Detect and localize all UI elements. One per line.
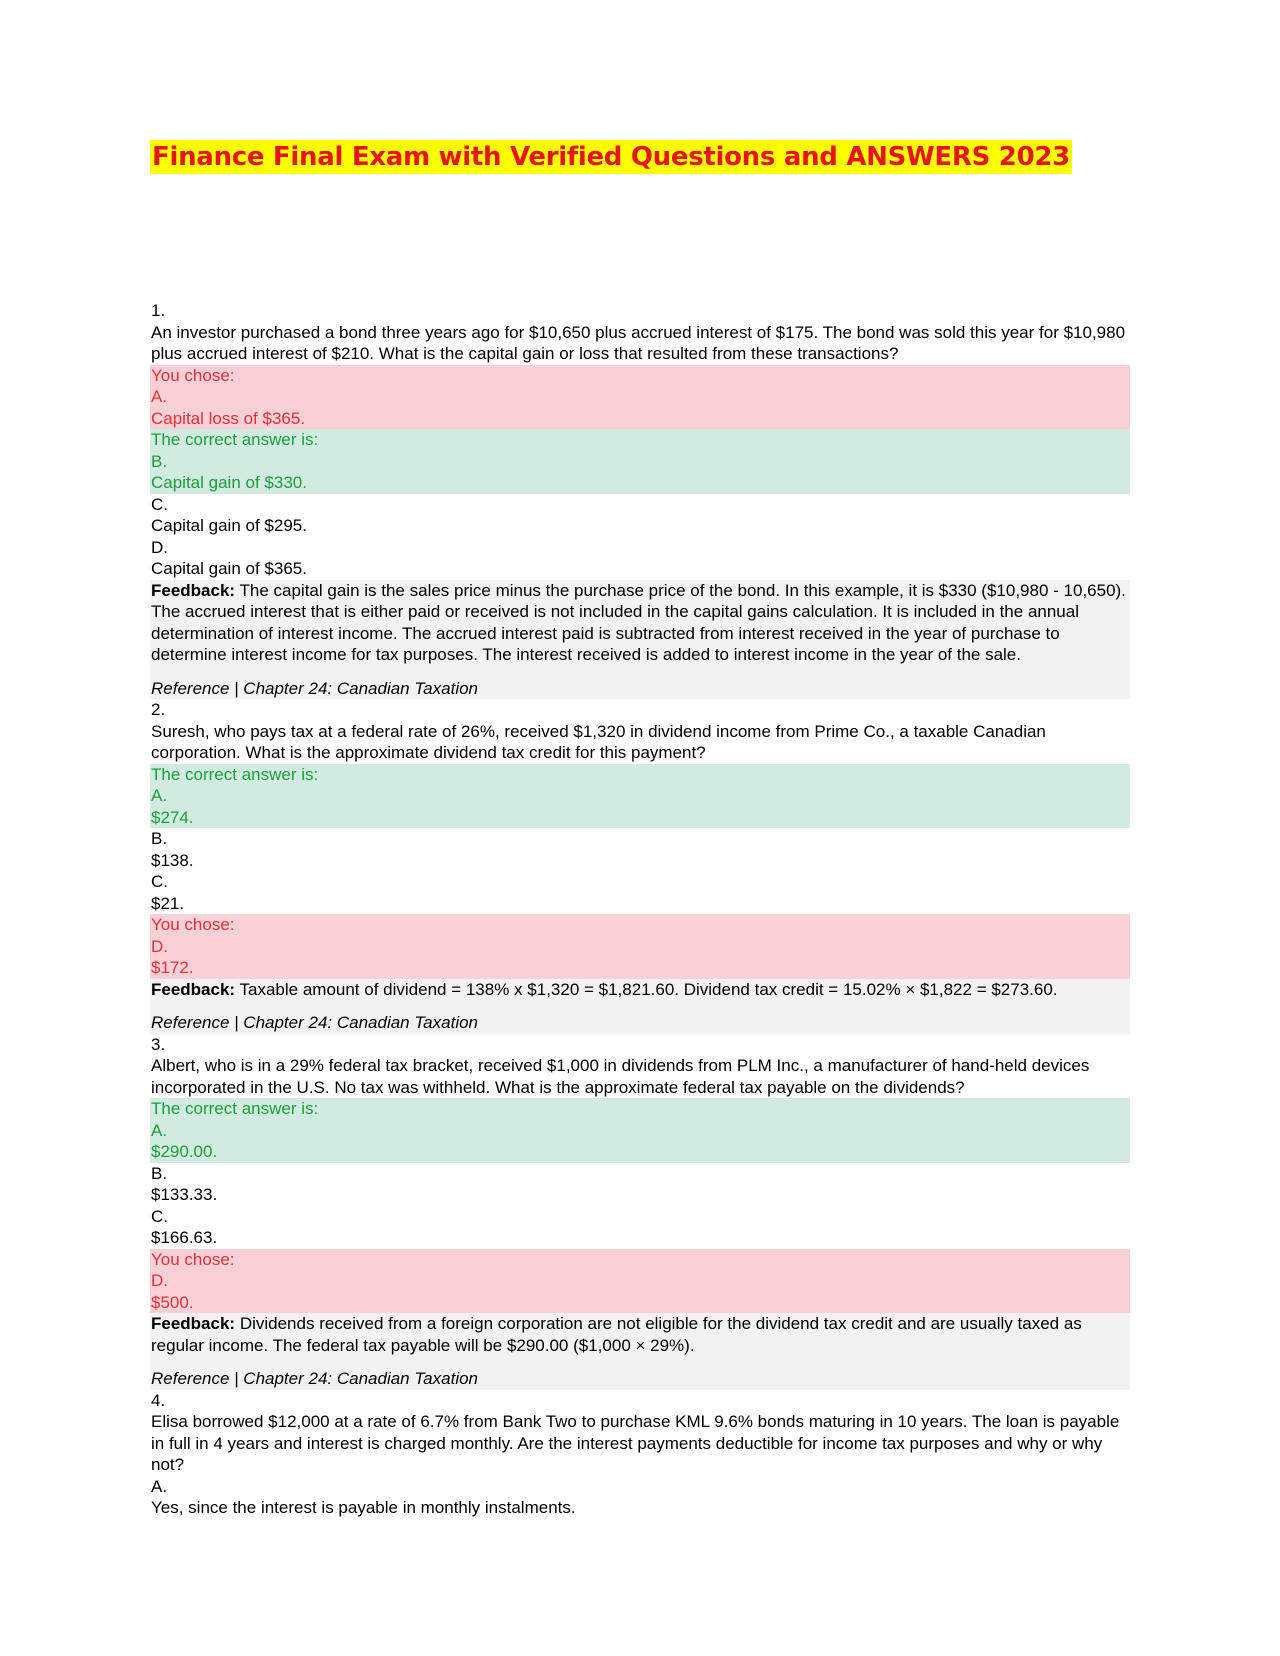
feedback-label: Feedback: [151, 580, 236, 600]
option-text: Capital gain of $295. [151, 516, 307, 535]
option-letter: D. [151, 537, 168, 557]
option-letter: C. [151, 872, 168, 891]
question-number: 2. [151, 700, 166, 719]
option-text: Capital loss of $365. [151, 408, 306, 428]
answer-status-label: You chose: [151, 1249, 235, 1269]
answer-status-label: You chose: [151, 915, 235, 934]
answer-option [150, 1163, 1130, 1206]
option-letter: A. [151, 786, 168, 805]
questions-list [150, 300, 1130, 1519]
chosen-answer-option [150, 365, 1130, 430]
reference-line: Reference | Chapter 24: Canadian Taxation [151, 678, 479, 698]
reference-line: Reference | Chapter 24: Canadian Taxation [151, 1369, 479, 1388]
option-text: $21. [151, 893, 185, 913]
option-letter: C. [151, 494, 168, 514]
feedback-body: The capital gain is the sales price minus the purchase price of the bond. In this example, it is $330 ($10,980 - 10,650). The accrued interest that is either paid or received is not included in the capital gains calculation. It is included in the annual determination of interest income. The accrued interest paid is subtracted from interest received in the year of purchase to determine interest income for tax purposes. The interest received is added to interest income in the year of the sale. [151, 580, 1126, 664]
option-letter: B. [151, 829, 168, 848]
option-letter: A. [151, 387, 168, 406]
feedback-text [150, 580, 1130, 678]
question-item [150, 699, 1130, 1034]
correct-answer-option [150, 429, 1130, 494]
answer-option [150, 871, 1130, 914]
answer-status-label: The correct answer is: [151, 1099, 319, 1118]
feedback-text [150, 979, 1130, 1013]
option-letter: A. [151, 1476, 168, 1496]
option-text: $172. [151, 958, 194, 977]
option-letter: C. [151, 1206, 168, 1226]
option-text: Capital gain of $365. [151, 559, 307, 578]
feedback-label: Feedback: [151, 1314, 236, 1333]
question-text: An investor purchased a bond three years ago for $10,650 plus accrued interest of $175. The bond was sold this year for $10,980 plus accrued interest of $210. What is the capital gain or loss that resulted from these transactions? [151, 322, 1126, 363]
question-number: 3. [151, 1034, 166, 1054]
chosen-answer-option [150, 1249, 1130, 1314]
answer-status-label: You chose: [151, 365, 235, 385]
question-item [150, 300, 1130, 699]
answer-option [150, 537, 1130, 580]
question-item [150, 1390, 1130, 1519]
option-text: $500. [151, 1292, 194, 1312]
option-text: Capital gain of $330. [151, 473, 307, 492]
option-text: Yes, since the interest is payable in monthly instalments. [151, 1498, 576, 1517]
feedback-body: Taxable amount of dividend = 138% x $1,320 = $1,821.60. Dividend tax credit = 15.02% × $1,822 = $273.60. [235, 979, 1058, 999]
answer-option [150, 828, 1130, 871]
question-number: 1. [151, 301, 166, 320]
option-text: $133.33. [151, 1185, 218, 1204]
answer-status-label: The correct answer is: [151, 764, 319, 784]
feedback-box [150, 580, 1130, 700]
answer-option [150, 1206, 1130, 1249]
reference-line: Reference | Chapter 24: Canadian Taxation [151, 1013, 479, 1032]
option-text: $138. [151, 850, 194, 870]
document-title: Finance Final Exam with Verified Questions and ANSWERS 2023 [152, 142, 1070, 172]
option-letter: D. [151, 936, 168, 956]
option-text: $166.63. [151, 1228, 218, 1247]
feedback-box [150, 1313, 1130, 1390]
question-item [150, 1034, 1130, 1390]
feedback-body: Dividends received from a foreign corporation are not eligible for the dividend tax credit and are usually taxed as regular income. The federal tax payable will be $290.00 ($1,000 × 29%). [151, 1314, 1082, 1355]
chosen-answer-option [150, 914, 1130, 979]
question-number: 4. [151, 1390, 166, 1410]
question-text: Suresh, who pays tax at a federal rate of 26%, received $1,320 in dividend income from Prime Co., a taxable Canadian corporation. What is the approximate dividend tax credit for this payment? [151, 721, 1046, 762]
option-letter: B. [151, 451, 168, 471]
correct-answer-option [150, 1098, 1130, 1163]
question-text: Elisa borrowed $12,000 at a rate of 6.7% from Bank Two to purchase KML 9.6% bonds maturing in 10 years. The loan is payable in full in 4 years and interest is charged monthly. Are the interest payments deductible for income tax purposes and why or why not? [151, 1412, 1120, 1474]
option-text: $290.00. [151, 1142, 218, 1161]
feedback-label: Feedback: [151, 979, 236, 999]
option-letter: A. [151, 1120, 168, 1140]
option-letter: B. [151, 1163, 168, 1183]
answer-option [150, 1476, 1130, 1519]
answer-option [150, 494, 1130, 537]
feedback-text [150, 1313, 1130, 1368]
correct-answer-option [150, 764, 1130, 829]
feedback-box [150, 979, 1130, 1034]
answer-status-label: The correct answer is: [151, 430, 319, 449]
question-text: Albert, who is in a 29% federal tax bracket, received $1,000 in dividends from PLM Inc., a manufacturer of hand-held devices incorporated in the U.S. No tax was withheld. What is the approximate federal tax payable on the dividends? [151, 1056, 1090, 1097]
option-text: $274. [151, 807, 194, 827]
option-letter: D. [151, 1271, 168, 1290]
